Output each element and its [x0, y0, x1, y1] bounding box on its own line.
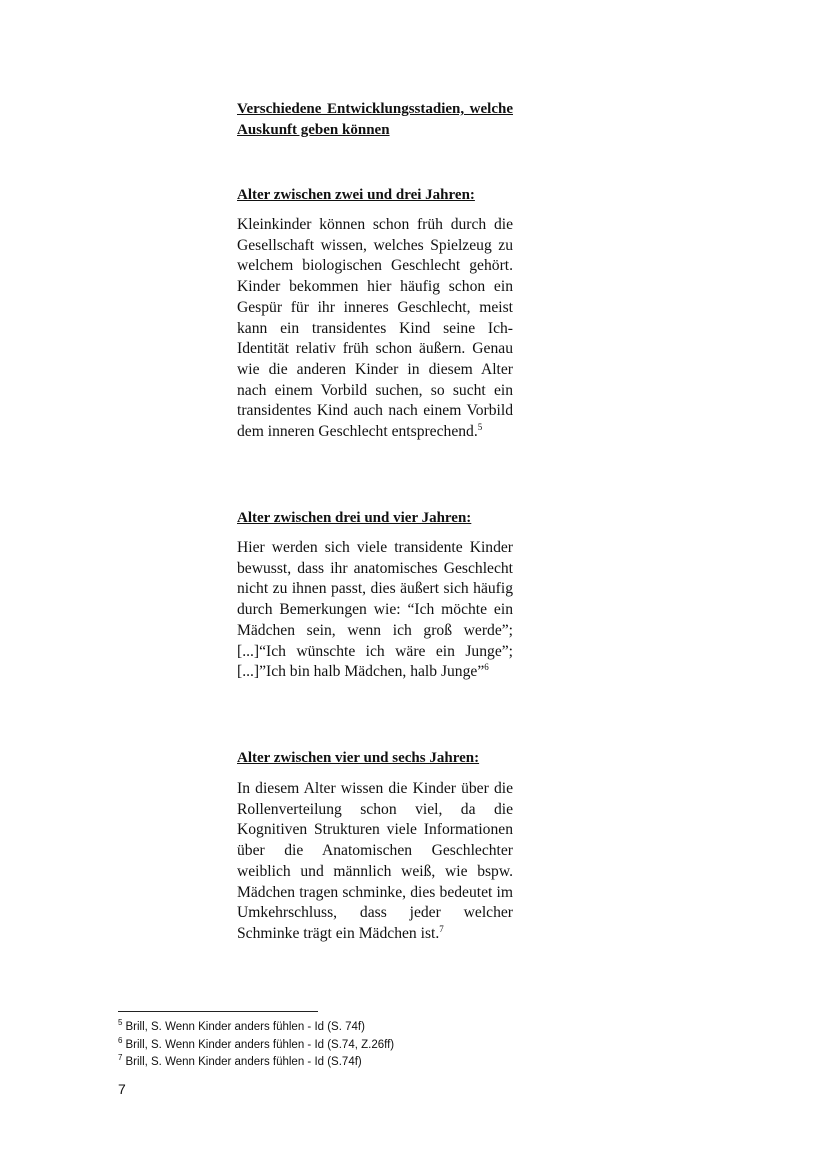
footnote-ref-6: 6	[484, 662, 489, 673]
section-3-text	[237, 779, 513, 945]
footnote-6-number: 6	[118, 1035, 123, 1045]
footnote-6-text: Brill, S. Wenn Kinder anders fühlen - Id (S.74, Z.26ff)	[125, 1038, 395, 1051]
footnote-7	[118, 1054, 394, 1072]
footnote-separator	[118, 1011, 318, 1012]
section-1-body: Kleinkinder können schon früh durch die Gesellschaft wissen, welches Spielzeug zu welchem biologischen Geschlecht gehört. Kinder bekommen hier häufig schon ein Gespür für ihr inneres Geschlecht, meist kann ein transidentes Kind seine Ich-Identität relativ früh schon äußern. Genau wie die anderen Kinder in diesem Alter nach einem Vorbild suchen, so sucht ein transidentes Kind auch nach einem Vorbild dem inneren Geschlecht entsprechend.	[237, 216, 513, 441]
footnote-7-number: 7	[118, 1053, 123, 1063]
footnotes	[118, 1019, 394, 1072]
footnote-5	[118, 1019, 394, 1037]
footnote-ref-7: 7	[439, 923, 444, 934]
section-2-body: Hier werden sich viele transidente Kinder bewusst, dass ihr anatomisches Geschlecht nicht zu ihnen passt, dies äußert sich häufig durch Bemerkungen wie: “Ich möchte ein Mädchen sein, wenn ich groß werde”; [...]“Ich wünschte ich wäre ein Junge”; [...]”Ich bin halb Mädchen, halb Junge”	[237, 539, 513, 681]
page-number: 7	[118, 1081, 126, 1097]
section-3-heading: Alter zwischen vier und sechs Jahren:	[237, 750, 480, 766]
section-1-heading: Alter zwischen zwei und drei Jahren:	[237, 187, 475, 203]
footnote-5-text: Brill, S. Wenn Kinder anders fühlen - Id (S. 74f)	[125, 1021, 365, 1033]
document-title: Verschiedene Entwicklungsstadien, welche Auskunft geben können	[237, 101, 513, 138]
footnote-5-number: 5	[118, 1018, 123, 1028]
section-3-body: In diesem Alter wissen die Kinder über die Rollenverteilung schon viel, da die Kognitiven Strukturen viele Informationen über die Anatomischen Geschlechter weiblich und männlich weiß, wie bspw. Mädchen tragen schminke, dies bedeutet im Umkehrschluss, dass jeder welcher Schminke trägt ein Mädchen ist.	[237, 780, 513, 942]
section-2-text	[237, 538, 513, 683]
footnote-ref-5: 5	[477, 421, 483, 432]
section-1-text	[237, 215, 513, 443]
section-2-heading: Alter zwischen drei und vier Jahren:	[237, 510, 472, 526]
footnote-7-text: Brill, S. Wenn Kinder anders fühlen - Id (S.74f)	[125, 1056, 362, 1068]
footnote-6	[118, 1037, 394, 1055]
